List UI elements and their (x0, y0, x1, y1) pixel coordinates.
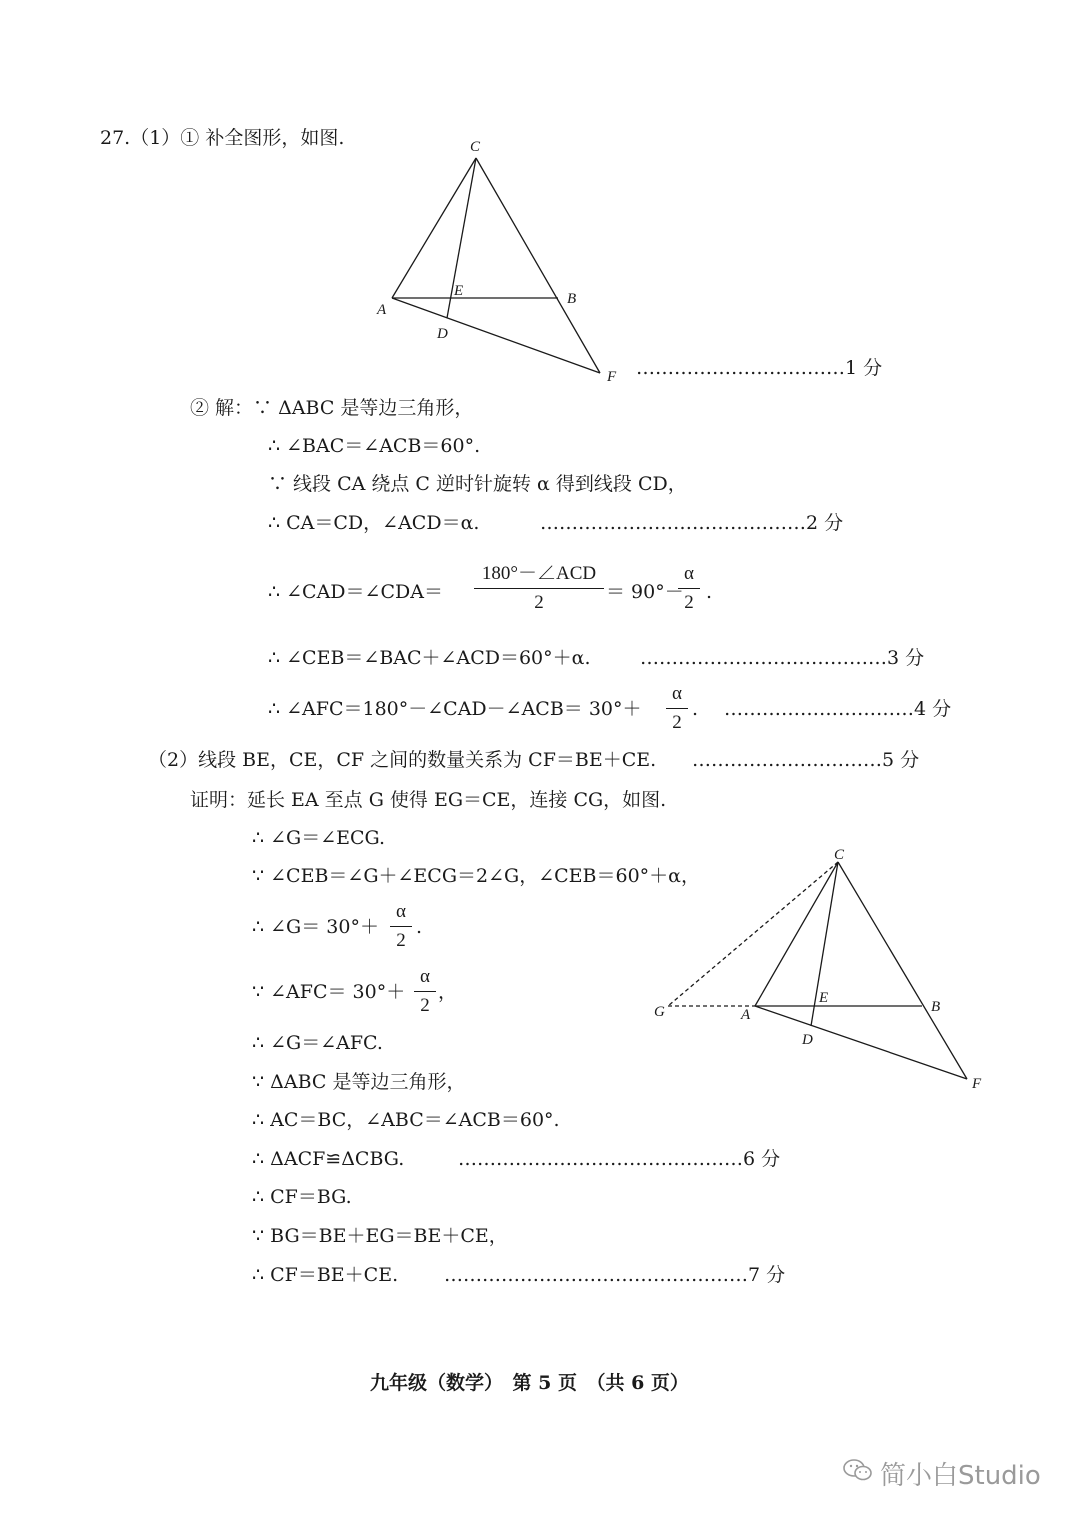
score-7: …………………………………………7 分 (444, 1264, 786, 1286)
fig1-line-af (392, 298, 600, 373)
proof-line-11: ∴ CF＝BE＋CE. (252, 1264, 399, 1286)
score-6: ………………………………………6 分 (458, 1148, 781, 1170)
fig2-label-a: A (741, 1007, 751, 1023)
proof-line-6: ∵ ΔABC 是等边三角形， (252, 1071, 466, 1093)
s2-line-1: ∴ ∠BAC＝∠ACB＝60°. (268, 435, 481, 457)
proof-line-2: ∵ ∠CEB＝∠G＋∠ECG＝2∠G，∠CEB＝60°＋α， (252, 865, 701, 887)
fraction-bar (390, 926, 412, 927)
figure-2 (668, 862, 967, 1079)
watermark-text: 简小白Studio (880, 1461, 1041, 1491)
page-footer: 九年级（数学） 第 5 页 （共 6 页） (370, 1372, 689, 1394)
watermark (842, 1455, 1041, 1492)
p2-heading: （2）线段 BE，CE，CF 之间的数量关系为 CF＝BE＋CE. (148, 749, 657, 771)
fraction-bar (474, 588, 604, 589)
fig1-label-e: E (454, 283, 464, 299)
fig1-label-f: F (607, 369, 617, 385)
s2-line-4-lhs: ∴ ∠CAD＝∠CDA＝ (268, 581, 443, 603)
proof-line-4-end: ， (438, 981, 458, 1003)
s2-line-4-end: . (706, 581, 713, 603)
proof-line-3-end: . (416, 916, 423, 938)
fig1-label-d: D (437, 326, 448, 342)
proof-line-5: ∴ ∠G＝∠AFC. (252, 1032, 383, 1054)
fig1-label-b: B (567, 291, 577, 307)
wechat-icon (842, 1457, 874, 1490)
s2-line-6-lhs: ∴ ∠AFC＝180°－∠CAD－∠ACB＝ 30°＋ (268, 698, 642, 720)
proof-line-7: ∴ AC＝BC，∠ABC＝∠ACB＝60°. (252, 1109, 560, 1131)
fraction-denominator: 2 (420, 995, 430, 1016)
fig2-label-c: C (834, 847, 845, 863)
s2-line-2: ∵ 线段 CA 绕点 C 逆时针旋转 α 得到线段 CD， (268, 473, 687, 495)
score-4: …………………………4 分 (724, 698, 952, 720)
proof-line-3-lhs: ∴ ∠G＝ 30°＋ (252, 916, 379, 938)
fraction-numerator: α (684, 563, 694, 584)
proof-line-8: ∴ ΔACF≌ΔCBG. (252, 1148, 405, 1170)
fraction-denominator: 2 (534, 592, 544, 613)
score-5: …………………………5 分 (692, 749, 920, 771)
fraction-numerator: α (672, 683, 682, 704)
fig2-label-b: B (931, 999, 941, 1015)
s2-line-4-fraction (474, 562, 604, 615)
score-1: ……………………………1 分 (636, 357, 883, 379)
fig2-label-f: F (972, 1076, 982, 1092)
s2-line-3: ∴ CA＝CD，∠ACD＝α. (268, 512, 480, 534)
fraction-bar (414, 991, 436, 992)
fig2-line-cf (838, 862, 967, 1079)
fraction-denominator: 2 (684, 592, 694, 613)
fraction-bar (678, 588, 700, 589)
s2-line-6-end: . (692, 698, 699, 720)
q27-heading: 27.（1）① 补全图形，如图. (100, 127, 345, 149)
fraction-numerator: 180°－∠ACD (481, 563, 597, 584)
fig1-label-c: C (470, 139, 481, 155)
fraction-denominator: 2 (672, 712, 682, 733)
fig2-line-af (755, 1006, 967, 1079)
fraction-numerator: α (420, 966, 430, 987)
fraction-numerator: α (396, 901, 406, 922)
score-2: ……………………………………2 分 (540, 512, 844, 534)
fig2-label-e: E (819, 990, 829, 1006)
proof-line-3-alpha-fraction (390, 900, 412, 953)
fig1-line-cf (476, 158, 600, 373)
proof-line-4-lhs: ∵ ∠AFC＝ 30°＋ (252, 981, 406, 1003)
proof-line-1: ∴ ∠G＝∠ECG. (252, 827, 386, 849)
fig2-label-g: G (654, 1004, 665, 1020)
s2-line-4-alpha-fraction (678, 562, 700, 615)
fig2-label-d: D (802, 1032, 813, 1048)
proof-intro: 证明：延长 EA 至点 G 使得 EG＝CE，连接 CG，如图. (190, 789, 667, 811)
fraction-bar (666, 708, 688, 709)
proof-line-10: ∵ BG＝BE＋EG＝BE＋CE， (252, 1225, 508, 1247)
s2-line-4-mid: ＝ 90°－ (606, 581, 684, 603)
fraction-denominator: 2 (396, 930, 406, 951)
fig1-label-a: A (377, 302, 387, 318)
s2-line-6-alpha-fraction (666, 682, 688, 735)
proof-line-4-alpha-fraction (414, 965, 436, 1018)
proof-line-9: ∴ CF＝BG. (252, 1186, 352, 1208)
score-3: …………………………………3 分 (640, 647, 925, 669)
s2-intro: ② 解：∵ ΔABC 是等边三角形， (190, 397, 474, 419)
s2-line-5: ∴ ∠CEB＝∠BAC＋∠ACD＝60°＋α. (268, 647, 591, 669)
